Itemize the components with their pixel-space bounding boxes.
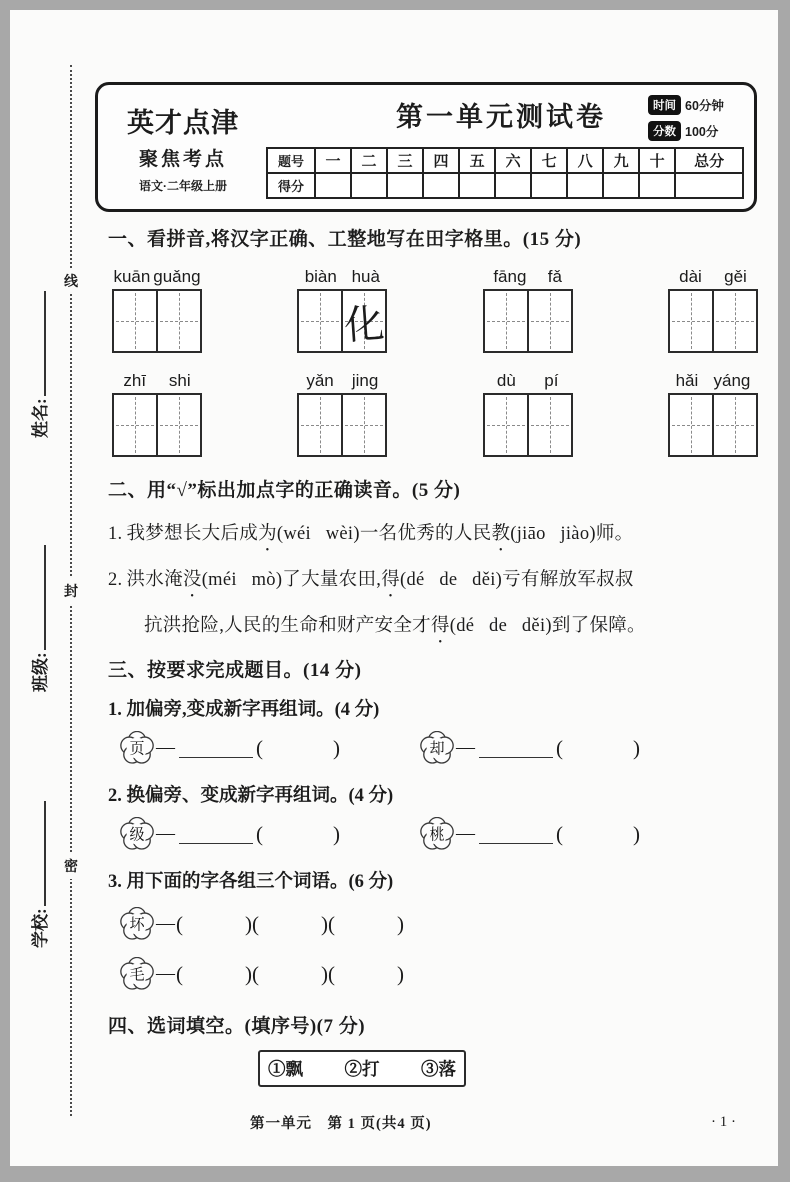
- score-cell-empty: [531, 173, 567, 198]
- seal-char: 线: [60, 268, 82, 294]
- tianzige-cell: [299, 291, 341, 351]
- score-badge-label: 分数: [648, 121, 681, 141]
- close-paren: )(: [245, 911, 259, 936]
- score-cell-empty: [495, 173, 531, 198]
- word-bank-option: ②打: [344, 1059, 380, 1079]
- answer-blank: [479, 824, 553, 844]
- flower-char: 页: [129, 741, 145, 758]
- score-table-score-row: [267, 173, 743, 198]
- footer-page-marker: · 1 ·: [711, 1114, 736, 1130]
- pinyin-label: yáng: [713, 371, 751, 390]
- close-paren: ): [633, 821, 640, 846]
- score-table-header-row: [267, 148, 743, 173]
- time-badge: [648, 95, 744, 115]
- item-text: (dé de děi)亏有解放军叔叔: [400, 570, 634, 590]
- close-paren: )(: [245, 961, 259, 986]
- written-hanzi: [712, 290, 758, 353]
- dash: —: [156, 913, 175, 934]
- close-paren: ): [397, 911, 404, 936]
- open-paren: (: [256, 821, 263, 846]
- score-cell-empty: [351, 173, 387, 198]
- pinyin-label: jing: [351, 371, 379, 390]
- score-col: 二: [351, 148, 387, 173]
- open-paren: (: [176, 961, 183, 986]
- item-text: 洪水淹: [126, 570, 183, 590]
- tianzige-cell: [485, 291, 527, 351]
- score-cell-empty: [459, 173, 495, 198]
- pinyin-grid-row-1: [108, 267, 764, 353]
- tianzige-cell: [341, 395, 385, 455]
- score-cell-empty: [603, 173, 639, 198]
- exam-header: [95, 82, 757, 212]
- score-table: [266, 147, 744, 199]
- score-col: 总分: [675, 148, 743, 173]
- pinyin-grid-unit: [483, 371, 573, 457]
- pinyin-label: dù: [496, 371, 516, 390]
- time-badge-label: 时间: [648, 95, 681, 115]
- question3-sub2-row: [108, 817, 764, 851]
- score-cell-empty: [639, 173, 675, 198]
- class-blank-line: [29, 545, 46, 650]
- item-number: 2.: [108, 570, 123, 590]
- score-col: 四: [423, 148, 459, 173]
- class-label: 班级:: [31, 652, 50, 692]
- flower-frame: [118, 817, 156, 851]
- radical-pair: [418, 817, 640, 851]
- dash: —: [156, 963, 175, 984]
- school-blank-line: [29, 801, 46, 906]
- flower-char: 桃: [429, 827, 445, 844]
- flower-char: 毛: [129, 967, 145, 984]
- open-paren: (: [556, 821, 563, 846]
- word-bank-option: ③落: [421, 1059, 456, 1079]
- item-text: (méi mò)了大量农田,: [201, 570, 382, 590]
- tianzige-cell: [485, 395, 527, 455]
- tianzige-cell: [341, 291, 385, 351]
- written-hanzi: [527, 290, 573, 353]
- word-bank-option: ①飘: [268, 1059, 303, 1079]
- open-paren: (: [256, 735, 263, 760]
- open-paren: (: [176, 911, 183, 936]
- pinyin-label: dài: [679, 267, 702, 286]
- question3-sub2-title: 2. 换偏旁、变成新字再组词。(4 分): [108, 786, 394, 806]
- dotted-char: 得: [430, 616, 450, 636]
- score-col: 三: [387, 148, 423, 173]
- pinyin-label: gěi: [724, 267, 747, 286]
- score-cell-empty: [423, 173, 459, 198]
- dash: —: [156, 823, 175, 844]
- pinyin-label: zhī: [123, 371, 147, 390]
- dotted-char: 为: [258, 524, 277, 544]
- time-badge-value: 60分钟: [685, 99, 724, 113]
- score-row-label: 得分: [267, 173, 315, 198]
- written-hanzi: [668, 290, 714, 353]
- pinyin-grid-row-2: [108, 371, 764, 457]
- item-text: 抗洪抢险,人民的生命和财产安全才: [144, 616, 431, 636]
- score-col: 九: [603, 148, 639, 173]
- dash: —: [156, 737, 175, 758]
- exam-title: 第一单元测试卷: [396, 102, 606, 132]
- question2-item2-line1: [108, 565, 764, 591]
- footer-unit-page: 第一单元 第 1 页(共4 页): [250, 1116, 432, 1132]
- question1-title: 一、看拼音,将汉字正确、工整地写在田字格里。(15 分): [108, 229, 582, 250]
- student-name-field: [26, 228, 51, 438]
- pinyin-label: pí: [544, 371, 559, 390]
- close-paren: )(: [321, 911, 335, 936]
- written-hanzi: 化: [343, 300, 387, 348]
- item-text: (dé de děi)到了保障。: [449, 616, 646, 636]
- pinyin-grid-unit: [112, 267, 202, 353]
- item-text: (wéi wèi)一名优秀的人民: [276, 524, 492, 544]
- close-paren: )(: [321, 961, 335, 986]
- flower-char: 级: [129, 827, 145, 844]
- radical-pair: [118, 731, 340, 765]
- score-col: 七: [531, 148, 567, 173]
- item-text: 我梦想长大后成: [126, 524, 259, 544]
- pinyin-grid-unit: [668, 267, 758, 353]
- tianzige-cell: [712, 395, 756, 455]
- name-blank-line: [29, 291, 46, 396]
- pinyin-label: fāng: [493, 267, 527, 286]
- brand-edition: 语文·二年级上册: [139, 179, 227, 193]
- student-school-field: [26, 738, 51, 948]
- name-label: 姓名:: [31, 398, 50, 438]
- close-paren: ): [397, 961, 404, 986]
- pinyin-label: fǎ: [547, 267, 562, 286]
- answer-blank: [179, 824, 253, 844]
- question4-title: 四、选词填空。(填序号)(7 分): [108, 1016, 366, 1037]
- score-col-header: 题号: [267, 148, 315, 173]
- score-cell-empty: [387, 173, 423, 198]
- tianzige-cell: [527, 291, 571, 351]
- score-badge: [648, 121, 744, 141]
- answer-blank: [479, 738, 553, 758]
- close-paren: ): [333, 821, 340, 846]
- flower-frame: [118, 957, 156, 991]
- dash: —: [456, 823, 475, 844]
- written-hanzi: [297, 290, 343, 353]
- tianzige-cell: [670, 395, 712, 455]
- question2-title: 二、用“√”标出加点字的正确读音。(5 分): [108, 480, 461, 501]
- questions-area: [108, 224, 764, 1087]
- question2-item1: [108, 519, 764, 545]
- dotted-char: 得: [381, 570, 401, 590]
- question2-item2-line2: [108, 611, 764, 637]
- item-number: 1.: [108, 524, 123, 544]
- flower-frame: [418, 817, 456, 851]
- flower-frame: [418, 731, 456, 765]
- item-text: (jiāo jiào)师。: [510, 524, 634, 544]
- question3-sub1-row: [108, 731, 764, 765]
- flower-char: 却: [429, 741, 445, 758]
- score-col: 一: [315, 148, 351, 173]
- brand-subtitle: 聚焦考点: [138, 149, 227, 170]
- question3-sub1-title: 1. 加偏旁,变成新字再组词。(4 分): [108, 700, 380, 720]
- pinyin-grid-unit: [297, 371, 387, 457]
- flower-frame: [118, 907, 156, 941]
- radical-pair: [118, 817, 340, 851]
- question3-sub3-item1: [108, 907, 764, 941]
- close-paren: ): [633, 735, 640, 760]
- dash: —: [456, 737, 475, 758]
- score-col: 十: [639, 148, 675, 173]
- score-badge-value: 100分: [685, 125, 719, 139]
- student-class-field: [26, 482, 51, 692]
- pinyin-label: biàn: [304, 267, 337, 286]
- pinyin-label: hǎi: [675, 371, 699, 390]
- pinyin-grid-unit: [483, 267, 573, 353]
- tianzige-cell: [670, 291, 712, 351]
- question3-title: 三、按要求完成题目。(14 分): [108, 660, 362, 681]
- score-cell-empty: [315, 173, 351, 198]
- pinyin-label: shi: [168, 371, 191, 390]
- school-label: 学校:: [31, 908, 50, 948]
- tianzige-cell: [299, 395, 341, 455]
- dotted-char: 教: [491, 524, 511, 544]
- seal-char: 封: [60, 578, 82, 604]
- pinyin-grid-unit: [668, 371, 758, 457]
- word-bank-box: [258, 1050, 466, 1087]
- tianzige-cell: [527, 395, 571, 455]
- radical-pair: [418, 731, 640, 765]
- score-cell-empty: [567, 173, 603, 198]
- tianzige-cell: [156, 395, 200, 455]
- flower-char: 坏: [129, 917, 145, 934]
- tianzige-cell: [156, 291, 200, 351]
- score-col: 五: [459, 148, 495, 173]
- seal-char: 密: [60, 853, 82, 879]
- pinyin-grid-unit: [297, 267, 387, 353]
- score-col: 六: [495, 148, 531, 173]
- written-hanzi: [112, 290, 158, 353]
- brand-title: 英才点津: [127, 108, 239, 138]
- score-cell-empty: [675, 173, 743, 198]
- score-col: 八: [567, 148, 603, 173]
- question3-sub3-title: 3. 用下面的字各组三个词语。(6 分): [108, 872, 394, 892]
- pinyin-label: guǎng: [153, 267, 201, 286]
- test-paper-page: [10, 10, 778, 1166]
- written-hanzi: [156, 290, 202, 353]
- pinyin-label: kuān: [113, 267, 151, 286]
- dotted-char: 没: [182, 570, 202, 590]
- written-hanzi: [483, 290, 529, 353]
- tianzige-cell: [712, 291, 756, 351]
- question3-sub3-item2: [108, 957, 764, 991]
- pinyin-grid-unit: [112, 371, 202, 457]
- answer-blank: [179, 738, 253, 758]
- brand-block: [110, 93, 256, 199]
- tianzige-cell: [114, 395, 156, 455]
- tianzige-cell: [114, 291, 156, 351]
- pinyin-label: huà: [351, 267, 380, 286]
- close-paren: ): [333, 735, 340, 760]
- exam-badges: [648, 93, 744, 141]
- pinyin-label: yǎn: [306, 371, 334, 390]
- flower-frame: [118, 731, 156, 765]
- open-paren: (: [556, 735, 563, 760]
